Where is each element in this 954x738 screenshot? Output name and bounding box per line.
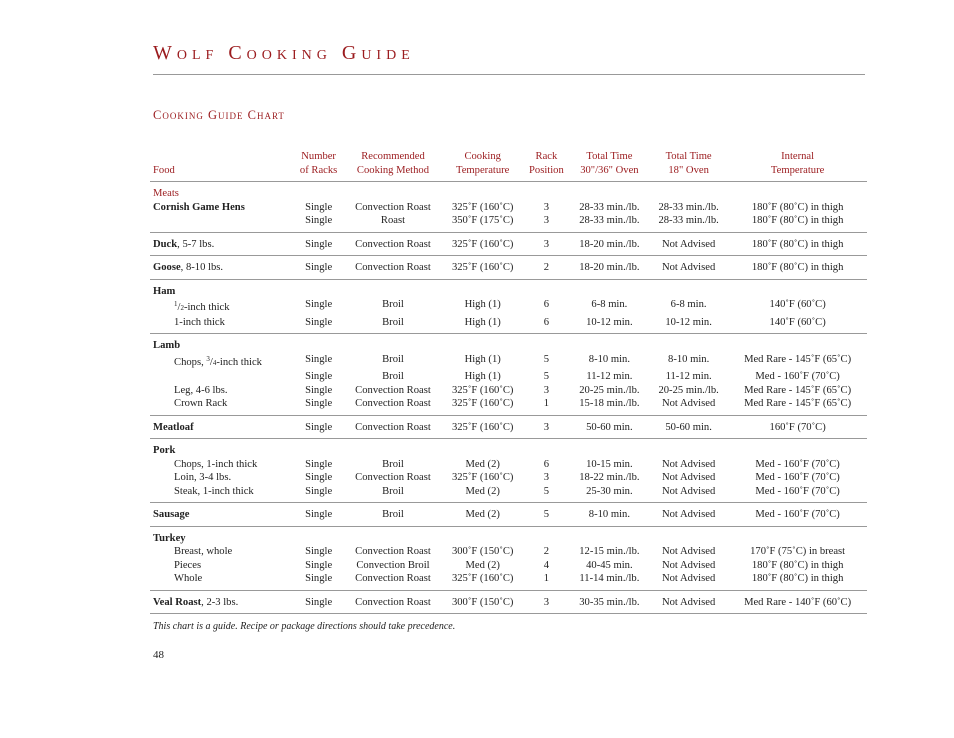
table-row (150, 415, 867, 439)
table-row (150, 471, 867, 485)
group-ham (150, 279, 867, 334)
cell: Med - 160˚F (70˚C) (755, 371, 840, 382)
food-cut: Pieces (174, 559, 202, 571)
table-row (150, 353, 867, 371)
cell: 325˚F (160˚C) (451, 238, 514, 250)
cell: 5 (543, 509, 550, 520)
cell: 325˚F (160˚C) (451, 421, 514, 433)
cell: 8-10 min. (668, 353, 710, 365)
table-row (150, 279, 867, 298)
cell: Single (305, 215, 333, 226)
food-cut (150, 370, 294, 384)
cell: Single (305, 573, 333, 584)
food-cut: Breast, whole (174, 546, 233, 557)
footnote: This chart is a guide. Recipe or package directions should take precedence. (153, 621, 456, 632)
group-veal (150, 590, 867, 614)
group-pork (150, 439, 867, 503)
cell: 28-33 min./lb. (579, 215, 640, 226)
food-name: Cornish Game Hens (153, 201, 245, 213)
table-row (150, 201, 867, 215)
cell: Convection Broil (356, 559, 430, 571)
cell: Not Advised (661, 596, 716, 608)
group-duck (150, 232, 867, 256)
cell: 11-12 min. (586, 371, 633, 382)
cell: Not Advised (661, 398, 716, 409)
cell: 180˚F (80˚C) in thigh (751, 559, 844, 571)
cell: Single (305, 559, 333, 571)
cell: 180˚F (80˚C) in thigh (751, 201, 844, 213)
cell: 6 (543, 458, 550, 470)
cell: Single (305, 398, 333, 409)
cell: Convection Roast (355, 546, 431, 557)
cell: 325˚F (160˚C) (451, 398, 514, 409)
cell: 5 (543, 485, 550, 497)
table-row (150, 485, 867, 503)
cell: 28-33 min./lb. (579, 201, 640, 213)
food-cut: Chops, 1-inch thick (174, 458, 258, 470)
cell: 5 (543, 353, 550, 365)
cell: 180˚F (80˚C) in thigh (751, 215, 844, 226)
food-name: Pork (153, 445, 176, 456)
table-row (150, 590, 867, 614)
cell: Convection Roast (355, 421, 431, 433)
cell: Med - 160˚F (70˚C) (755, 458, 840, 470)
cell: 3 (543, 201, 550, 213)
cell: Not Advised (661, 458, 716, 470)
cell: Convection Roast (355, 573, 431, 584)
cell: High (1) (464, 371, 501, 382)
cell: Single (305, 201, 333, 213)
cell: Med - 160˚F (70˚C) (755, 509, 840, 520)
cell: Single (305, 458, 333, 470)
group-goose (150, 256, 867, 280)
cell: 2 (543, 262, 550, 273)
cell: Med (2) (465, 485, 500, 497)
table-row (150, 559, 867, 573)
cell: 50-60 min. (586, 421, 633, 433)
group-lamb (150, 334, 867, 416)
cell: 4 (543, 559, 550, 571)
cell: 5 (543, 371, 550, 382)
cell: 325˚F (160˚C) (451, 472, 514, 483)
food-name: Ham (153, 285, 176, 297)
cell: 50-60 min. (665, 421, 712, 433)
table-row (150, 298, 867, 316)
table-row (150, 214, 867, 232)
group-sausage (150, 503, 867, 527)
section-title: Cooking Guide Chart (153, 108, 285, 122)
food-cut: $^1$/2-inch thick (174, 300, 230, 313)
cell: Single (305, 316, 333, 328)
cell: Single (305, 546, 333, 557)
food-name: Veal Roast, 2-3 lbs. (153, 596, 239, 608)
cell: Not Advised (661, 262, 716, 273)
cell: Med Rare - 145˚F (65˚C) (744, 384, 852, 396)
cell: Single (305, 421, 333, 433)
cooking-guide-table (150, 150, 867, 614)
table-row (150, 458, 867, 472)
cell: Single (305, 596, 333, 608)
table-row (150, 439, 867, 458)
cell: 3 (543, 421, 550, 433)
cell: 300˚F (150˚C) (451, 546, 514, 557)
cell: Broil (382, 299, 404, 310)
table-row (150, 256, 867, 280)
cell: 3 (543, 215, 550, 226)
cell: 1 (543, 573, 550, 584)
cell: 18-22 min./lb. (579, 472, 640, 483)
cell: 8-10 min. (588, 509, 630, 520)
food-name: Turkey (153, 532, 186, 544)
cell: High (1) (464, 299, 501, 310)
food-name: Lamb (153, 340, 181, 351)
food-name: Duck, 5-7 lbs. (153, 238, 215, 250)
cell: 325˚F (160˚C) (451, 262, 514, 273)
header-method: Recommended Cooking Method (356, 151, 430, 176)
cell: High (1) (464, 353, 501, 365)
cell: Broil (382, 458, 404, 470)
cell: Med Rare - 140˚F (60˚C) (744, 596, 852, 608)
cell: 3 (543, 384, 550, 396)
table-row (150, 526, 867, 545)
cell: 180˚F (80˚C) in thigh (751, 262, 844, 273)
cell: High (1) (464, 316, 501, 328)
cell: 140˚F (60˚C) (769, 316, 826, 328)
table-row (150, 182, 867, 201)
cell: 18-20 min./lb. (579, 238, 640, 250)
cell: Single (305, 485, 333, 497)
page-title: Wolf Cooking Guide (153, 42, 415, 64)
cell: 10-12 min. (665, 316, 712, 328)
cell: 30-35 min./lb. (579, 596, 640, 608)
cell: 170˚F (75˚C) in breast (750, 546, 846, 557)
cell: Single (305, 472, 333, 483)
cell: 40-45 min. (586, 559, 633, 571)
cell: Single (305, 353, 333, 365)
cell: Not Advised (661, 472, 716, 483)
cell: 2 (543, 546, 550, 557)
cell: Med Rare - 145˚F (65˚C) (744, 353, 852, 365)
cell: Med (2) (465, 458, 500, 470)
table-row (150, 397, 867, 415)
food-cut: 1-inch thick (174, 316, 225, 328)
header-rack-position: Rack Position (529, 151, 564, 176)
food-cut: Leg, 4-6 lbs. (174, 384, 228, 396)
cell: 15-18 min./lb. (579, 398, 640, 409)
cell: Med Rare - 145˚F (65˚C) (744, 398, 852, 409)
header-time-18: Total Time 18" Oven (665, 151, 712, 176)
food-name: Sausage (153, 509, 190, 520)
table-row (150, 545, 867, 559)
cell: 325˚F (160˚C) (451, 573, 514, 584)
cell: Single (305, 238, 333, 250)
cell: Broil (382, 316, 404, 328)
header-temperature: Cooking Temperature (456, 151, 510, 176)
cell: 300˚F (150˚C) (451, 596, 514, 608)
cell: 10-12 min. (586, 316, 633, 328)
group-cornish (150, 182, 867, 233)
table-row (150, 503, 867, 527)
header-time-30-36: Total Time 30"/36" Oven (580, 151, 639, 176)
cell: 10-15 min. (586, 458, 633, 470)
food-cut: Chops, $^3$/4-inch thick (174, 354, 262, 368)
cell: 180˚F (80˚C) in thigh (751, 238, 844, 250)
cell: 12-15 min./lb. (579, 546, 640, 557)
cell: 325˚F (160˚C) (451, 384, 514, 396)
cell: 3 (543, 472, 550, 483)
cell: Roast (380, 215, 406, 226)
table-row (150, 384, 867, 398)
table-row (150, 232, 867, 256)
header-racks: Number of Racks (299, 151, 338, 176)
cell: 3 (543, 596, 550, 608)
cell: 25-30 min. (586, 485, 633, 497)
cell: Convection Roast (355, 384, 431, 396)
cell: Convection Roast (355, 398, 431, 409)
cell: Convection Roast (355, 238, 431, 250)
food-name: Meatloaf (153, 421, 194, 433)
cell: Broil (382, 485, 404, 497)
table-row (150, 316, 867, 334)
group-meatloaf (150, 415, 867, 439)
cell: 350˚F (175˚C) (451, 215, 514, 226)
food-cut: Loin, 3-4 lbs. (174, 472, 232, 483)
cell: 140˚F (60˚C) (769, 299, 826, 310)
cell: Broil (382, 353, 404, 365)
food-cut: Crown Rack (174, 398, 228, 409)
cell: Not Advised (661, 573, 716, 584)
cell: Convection Roast (355, 596, 431, 608)
cell: 28-33 min./lb. (658, 201, 719, 213)
cell: Med - 160˚F (70˚C) (755, 472, 840, 483)
table-header (150, 150, 867, 182)
cell: 325˚F (160˚C) (451, 201, 514, 213)
cell: Broil (382, 509, 404, 520)
header-food: Food (153, 164, 175, 176)
cell: 11-12 min. (665, 371, 712, 382)
table-row (150, 572, 867, 590)
cell: 3 (543, 238, 550, 250)
cell: Med (2) (465, 509, 500, 520)
cell: Convection Roast (355, 262, 431, 273)
food-cut: Whole (174, 573, 203, 584)
cell: Not Advised (661, 509, 716, 520)
cell: 8-10 min. (588, 353, 630, 365)
table-row (150, 370, 867, 384)
cell: Med (2) (465, 559, 500, 571)
page-number: 48 (153, 649, 164, 661)
food-name: Goose, 8-10 lbs. (153, 262, 224, 273)
cell: Broil (382, 371, 404, 382)
cell: 28-33 min./lb. (658, 215, 719, 226)
header-internal-temp: Internal Temperature (770, 151, 825, 176)
cell: 160˚F (70˚C) (769, 421, 826, 433)
cell: Single (305, 509, 333, 520)
table-row (150, 334, 867, 353)
cell: 6-8 min. (670, 299, 707, 310)
cell: 11-14 min./lb. (579, 573, 640, 584)
cell: Not Advised (661, 559, 716, 571)
cell: 20-25 min./lb. (579, 384, 640, 396)
cell: 1 (543, 398, 550, 409)
group-turkey (150, 526, 867, 590)
title-divider (153, 74, 865, 75)
cell: 6-8 min. (591, 299, 628, 310)
cell: Med - 160˚F (70˚C) (755, 485, 840, 497)
cell: Convection Roast (355, 201, 431, 213)
cell: Single (305, 299, 333, 310)
cell: 6 (543, 299, 550, 310)
cell: Not Advised (661, 238, 716, 250)
cell: Not Advised (661, 485, 716, 497)
cell: 18-20 min./lb. (579, 262, 640, 273)
cell: 180˚F (80˚C) in thigh (751, 573, 844, 584)
cell: 20-25 min./lb. (658, 384, 719, 396)
cell: Single (305, 262, 333, 273)
cell: Single (305, 384, 333, 396)
food-cut: Steak, 1-inch thick (174, 485, 254, 497)
cell: Single (305, 371, 333, 382)
category-meats: Meats (153, 188, 179, 199)
cell: 6 (543, 316, 550, 328)
cell: Not Advised (661, 546, 716, 557)
cell: Convection Roast (355, 472, 431, 483)
